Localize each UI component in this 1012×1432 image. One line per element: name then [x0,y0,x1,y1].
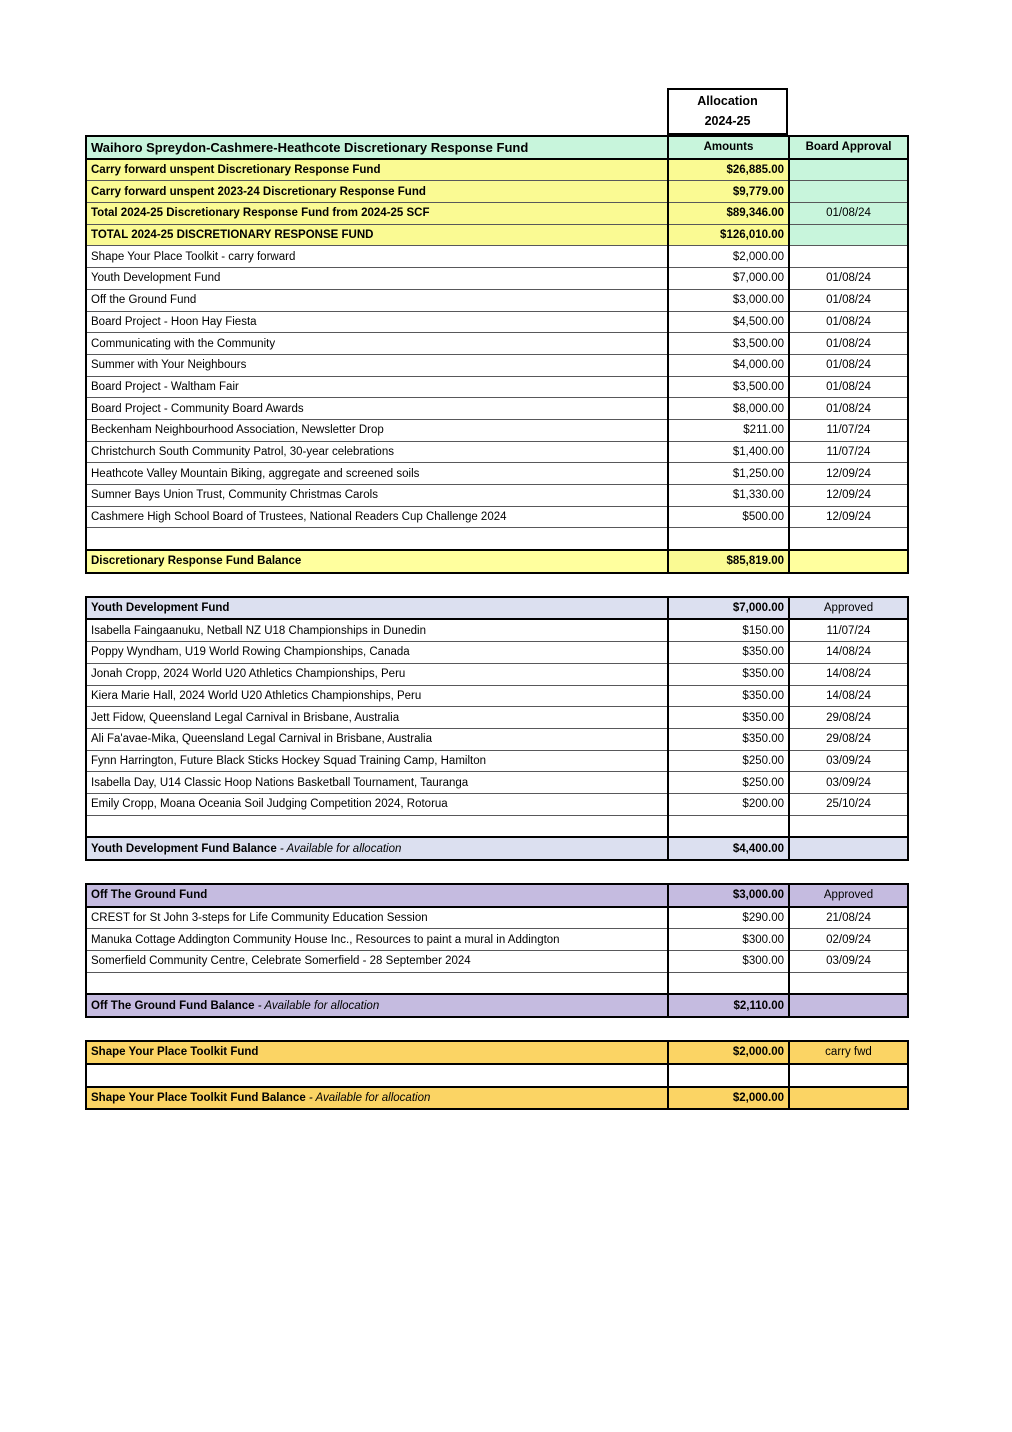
row-description: Jett Fidow, Queensland Legal Carnival in Brisbane, Australia [86,707,668,729]
allocation-caption-line2: 2024-25 [704,114,751,128]
ydf-balance-note: - Available for allocation [276,842,402,855]
table-row [86,642,908,664]
row-amount: $500.00 [668,506,789,528]
ydf-allocation-amount: $7,000.00 [668,597,789,620]
row-amount: $3,000.00 [668,289,789,311]
shape-your-place-toolkit-fund-table [85,1040,909,1110]
row-approval: 03/09/24 [789,750,908,772]
caption-spacer-left [85,88,667,135]
sypt-balance-row [86,1087,908,1110]
row-approval: 11/07/24 [789,419,908,441]
table-row [86,268,908,290]
row-approval: 01/08/24 [789,203,908,225]
sypt-title: Shape Your Place Toolkit Fund [86,1041,668,1064]
row-amount [668,1064,789,1087]
ydf-header-row [86,597,908,620]
row-amount: $1,400.00 [668,441,789,463]
row-description: Manuka Cottage Addington Community House Inc., Resources to paint a mural in Addington [86,929,668,951]
row-description: Emily Cropp, Moana Oceania Soil Judging Competition 2024, Rotorua [86,793,668,815]
allocation-period-box [667,88,788,135]
row-amount: $9,779.00 [668,181,789,203]
off-the-ground-fund-table [85,883,909,1018]
table-row [86,441,908,463]
table-row-blank [86,1064,908,1087]
table-row [86,419,908,441]
section-gap [85,1018,907,1040]
otg-balance-approval [789,994,908,1017]
row-amount: $7,000.00 [668,268,789,290]
row-approval [789,1064,908,1087]
caption-spacer-right [788,88,907,135]
table-row [86,246,908,268]
row-description: Fynn Harrington, Future Black Sticks Hockey Squad Training Camp, Hamilton [86,750,668,772]
row-description: Sumner Bays Union Trust, Community Christmas Carols [86,485,668,507]
row-description: Cashmere High School Board of Trustees, National Readers Cup Challenge 2024 [86,506,668,528]
row-approval: 01/08/24 [789,333,908,355]
row-description: TOTAL 2024-25 DISCRETIONARY RESPONSE FUND [86,224,668,246]
row-description: Isabella Faingaanuku, Netball NZ U18 Championships in Dunedin [86,619,668,641]
row-description: Shape Your Place Toolkit - carry forward [86,246,668,268]
table-row-blank [86,972,908,994]
row-amount: $250.00 [668,750,789,772]
table-row-blank [86,815,908,837]
table-row [86,159,908,181]
row-description [86,972,668,994]
row-approval: 14/08/24 [789,663,908,685]
ydf-balance-approval [789,837,908,860]
row-amount: $3,500.00 [668,376,789,398]
row-description: Isabella Day, U14 Classic Hoop Nations Basketball Tournament, Tauranga [86,772,668,794]
row-description: Board Project - Community Board Awards [86,398,668,420]
row-description: Board Project - Waltham Fair [86,376,668,398]
row-description: Carry forward unspent 2023-24 Discretionary Response Fund [86,181,668,203]
row-approval: 12/09/24 [789,485,908,507]
discretionary-response-fund-table [85,135,909,574]
table-row [86,685,908,707]
drf-balance-label: Discretionary Response Fund Balance [86,550,668,573]
row-description: Somerfield Community Centre, Celebrate Somerfield - 28 September 2024 [86,951,668,973]
row-approval: 01/08/24 [789,311,908,333]
row-description: Beckenham Neighbourhood Association, Newsletter Drop [86,419,668,441]
otg-allocation-amount: $3,000.00 [668,884,789,907]
row-amount: $4,000.00 [668,354,789,376]
row-approval [789,528,908,550]
row-description [86,815,668,837]
table-row [86,907,908,929]
table-row [86,707,908,729]
table-row [86,663,908,685]
row-approval: 11/07/24 [789,441,908,463]
otg-balance-label: Off The Ground Fund Balance [91,999,255,1012]
row-amount: $350.00 [668,663,789,685]
row-amount: $211.00 [668,419,789,441]
row-description: Kiera Marie Hall, 2024 World U20 Athletics Championships, Peru [86,685,668,707]
drf-amounts-header: Amounts [668,136,789,159]
drf-approval-header: Board Approval [789,136,908,159]
row-amount: $350.00 [668,685,789,707]
sypt-balance-note: - Available for allocation [305,1091,431,1104]
allocation-caption-row [85,88,907,135]
allocation-caption-line1: Allocation [697,94,758,108]
table-row-blank [86,528,908,550]
sypt-balance-amount: $2,000.00 [668,1087,789,1110]
row-approval: 29/08/24 [789,728,908,750]
row-approval: 12/09/24 [789,506,908,528]
row-description: Board Project - Hoon Hay Fiesta [86,311,668,333]
table-row [86,750,908,772]
drf-balance-approval [789,550,908,573]
drf-balance-row [86,550,908,573]
row-amount: $250.00 [668,772,789,794]
row-approval [789,815,908,837]
row-approval: 01/08/24 [789,289,908,311]
otg-header-row [86,884,908,907]
sypt-balance-approval [789,1087,908,1110]
row-approval: 03/09/24 [789,951,908,973]
ydf-balance-label-cell [86,837,668,860]
otg-balance-row [86,994,908,1017]
row-approval [789,246,908,268]
table-row [86,398,908,420]
drf-balance-amount: $85,819.00 [668,550,789,573]
section-gap [85,574,907,596]
row-amount: $290.00 [668,907,789,929]
table-row [86,376,908,398]
drf-header-row [86,136,908,159]
table-row [86,181,908,203]
otg-balance-amount: $2,110.00 [668,994,789,1017]
ydf-balance-label: Youth Development Fund Balance [91,842,277,855]
row-amount: $1,330.00 [668,485,789,507]
row-amount: $300.00 [668,951,789,973]
row-amount: $150.00 [668,619,789,641]
otg-approval-header: Approved [789,884,908,907]
row-amount: $1,250.00 [668,463,789,485]
row-approval: 02/09/24 [789,929,908,951]
sypt-balance-label-cell [86,1087,668,1110]
row-amount: $8,000.00 [668,398,789,420]
ydf-approval-header: Approved [789,597,908,620]
row-approval: 29/08/24 [789,707,908,729]
row-approval: 03/09/24 [789,772,908,794]
table-row [86,772,908,794]
table-row [86,506,908,528]
table-row [86,728,908,750]
row-amount: $26,885.00 [668,159,789,181]
row-amount: $126,010.00 [668,224,789,246]
row-approval: 14/08/24 [789,642,908,664]
fund-report-sheet [85,88,907,1110]
row-description: Communicating with the Community [86,333,668,355]
table-row [86,289,908,311]
section-gap [85,861,907,883]
otg-balance-note: - Available for allocation [254,999,380,1012]
row-description: Jonah Cropp, 2024 World U20 Athletics Championships, Peru [86,663,668,685]
row-description: CREST for St John 3-steps for Life Community Education Session [86,907,668,929]
row-approval: 25/10/24 [789,793,908,815]
row-amount [668,815,789,837]
table-row [86,619,908,641]
row-description [86,528,668,550]
row-description [86,1064,668,1087]
row-amount: $350.00 [668,642,789,664]
sypt-approval-header: carry fwd [789,1041,908,1064]
row-description: Ali Fa'avae-Mika, Queensland Legal Carnival in Brisbane, Australia [86,728,668,750]
otg-title: Off The Ground Fund [86,884,668,907]
table-row [86,929,908,951]
youth-development-fund-table [85,596,909,861]
row-amount [668,972,789,994]
table-row [86,203,908,225]
row-description: Heathcote Valley Mountain Biking, aggregate and screened soils [86,463,668,485]
row-approval [789,159,908,181]
table-row [86,224,908,246]
table-row [86,793,908,815]
row-description: Summer with Your Neighbours [86,354,668,376]
table-row [86,951,908,973]
row-approval: 12/09/24 [789,463,908,485]
table-row [86,333,908,355]
row-approval: 01/08/24 [789,398,908,420]
row-approval [789,224,908,246]
row-amount: $200.00 [668,793,789,815]
ydf-balance-row [86,837,908,860]
table-row [86,485,908,507]
row-amount: $89,346.00 [668,203,789,225]
ydf-balance-amount: $4,400.00 [668,837,789,860]
row-approval [789,181,908,203]
sypt-balance-label: Shape Your Place Toolkit Fund Balance [91,1091,306,1104]
table-row [86,354,908,376]
row-approval: 14/08/24 [789,685,908,707]
row-approval: 01/08/24 [789,354,908,376]
ydf-title: Youth Development Fund [86,597,668,620]
row-description: Poppy Wyndham, U19 World Rowing Championships, Canada [86,642,668,664]
row-description: Off the Ground Fund [86,289,668,311]
sypt-allocation-amount: $2,000.00 [668,1041,789,1064]
row-approval: 21/08/24 [789,907,908,929]
row-amount: $300.00 [668,929,789,951]
row-description: Youth Development Fund [86,268,668,290]
row-amount: $2,000.00 [668,246,789,268]
drf-title: Waihoro Spreydon-Cashmere-Heathcote Discretionary Response Fund [86,136,668,159]
row-description: Total 2024-25 Discretionary Response Fund from 2024-25 SCF [86,203,668,225]
row-amount: $3,500.00 [668,333,789,355]
row-approval: 01/08/24 [789,268,908,290]
row-amount: $350.00 [668,728,789,750]
row-amount: $350.00 [668,707,789,729]
row-amount: $4,500.00 [668,311,789,333]
table-row [86,463,908,485]
sypt-header-row [86,1041,908,1064]
row-approval [789,972,908,994]
row-approval: 11/07/24 [789,619,908,641]
otg-balance-label-cell [86,994,668,1017]
row-approval: 01/08/24 [789,376,908,398]
row-description: Christchurch South Community Patrol, 30-year celebrations [86,441,668,463]
row-description: Carry forward unspent Discretionary Response Fund [86,159,668,181]
row-amount [668,528,789,550]
table-row [86,311,908,333]
